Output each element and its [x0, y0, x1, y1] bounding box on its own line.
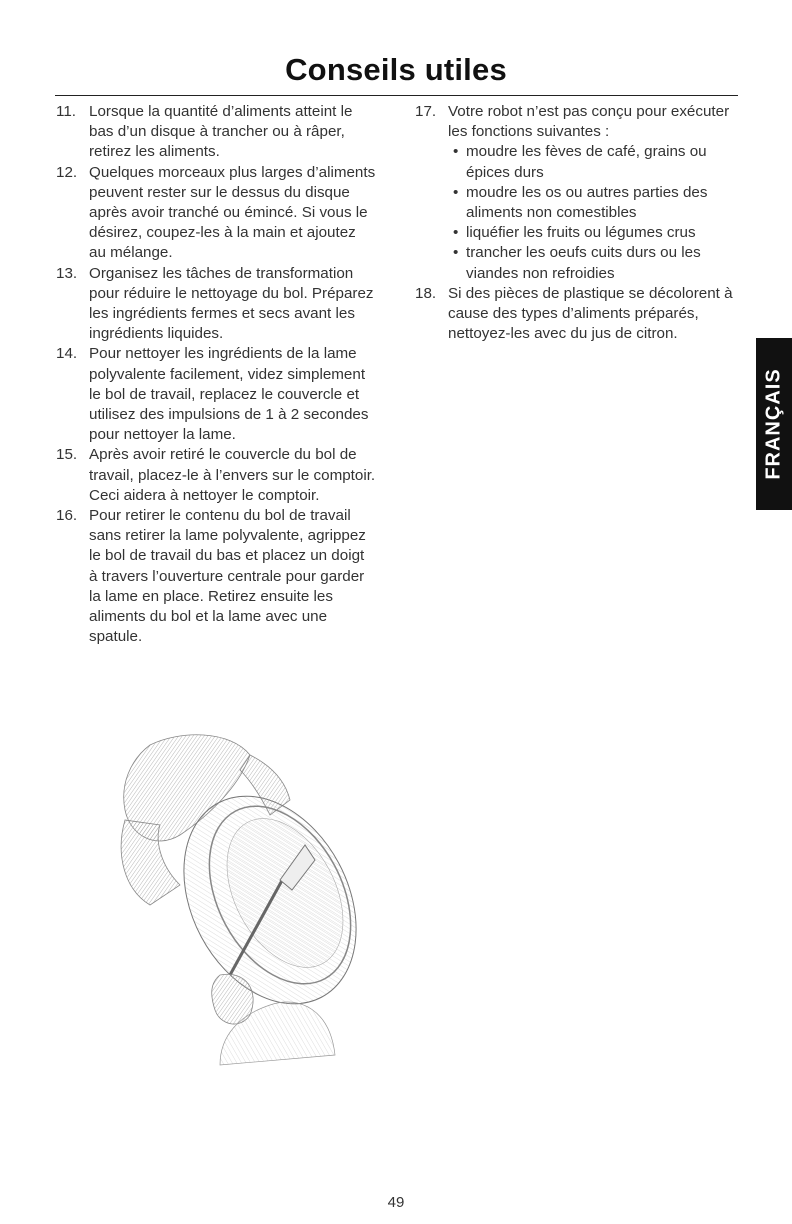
tip-text: Organisez les tâches de transformation pour réduire le nettoyage du bol. Préparez les ingrédients fermes et secs avant les ingrédients liquides.	[89, 264, 374, 343]
tip-number: 11.	[56, 103, 76, 120]
title-rule	[55, 95, 738, 96]
tip-item	[56, 102, 376, 163]
tip-number: 16.	[56, 507, 78, 525]
page-title: Conseils utiles	[285, 52, 507, 87]
food-processor-illustration	[120, 725, 360, 1070]
tip-number: 14.	[56, 345, 78, 363]
tip-text: Quelques morceaux plus larges d’aliments peuvent rester sur le dessus du disque après avoir tranché ou émincé. Si vous le désirez, coupez-les à la main et ajoutez au mélange.	[89, 163, 376, 262]
tip-item	[56, 445, 376, 506]
tip-text: Après avoir retiré le couvercle du bol de travail, placez-le à l’envers sur le comptoir. Ceci aidera à nettoyer le comptoir.	[89, 446, 376, 504]
tip-item	[415, 102, 745, 284]
tip-number: 17.	[415, 103, 437, 120]
tip-item	[56, 344, 376, 445]
tip-item	[56, 163, 376, 264]
tip-number: 15.	[56, 446, 78, 464]
language-tab	[756, 338, 792, 510]
tip-text: Lorsque la quantité d’aliments atteint le bas d’un disque à trancher ou à râper, retirez les aliments.	[89, 103, 353, 161]
page-number: 49	[387, 1194, 405, 1211]
tip-text: Votre robot n’est pas conçu pour exécuter les fonctions suivantes :	[448, 103, 730, 141]
left-column	[56, 102, 376, 647]
tip-number: 18.	[415, 284, 437, 302]
right-column	[415, 102, 745, 344]
tip-item	[415, 284, 745, 345]
tip-text: Si des pièces de plastique se décolorent à cause des types d’aliments préparés, nettoyez-les avec du jus de citron.	[448, 284, 733, 343]
bullet-item: • moudre les os ou autres parties des aliments non comestibles	[448, 183, 745, 223]
language-tab-label: FRANÇAIS	[762, 368, 785, 480]
bullet-item: • moudre les fèves de café, grains ou épices durs	[448, 142, 745, 182]
bullet-item: • liquéfier les fruits ou légumes crus	[448, 223, 745, 243]
tip-text: Pour nettoyer les ingrédients de la lame polyvalente facilement, videz simplement le bol de travail, replacez le couvercle et utilisez des impulsions de 1 à 2 secondes pour nettoyer la lame.	[89, 345, 369, 444]
tip-item	[56, 264, 376, 345]
tip-number: 13.	[56, 264, 78, 282]
tip-item	[56, 506, 376, 647]
bullet-item: • trancher les oeufs cuits durs ou les viandes non refroidies	[448, 243, 745, 283]
tip-number: 12.	[56, 163, 78, 181]
tip-text: Pour retirer le contenu du bol de travail sans retirer la lame polyvalente, agrippez le bol de travail du bas et placez un doigt à travers l’ouverture centrale pour garder la lame en place. Retirez ensuite les aliments du bol et la lame avec une spatule.	[89, 507, 366, 646]
